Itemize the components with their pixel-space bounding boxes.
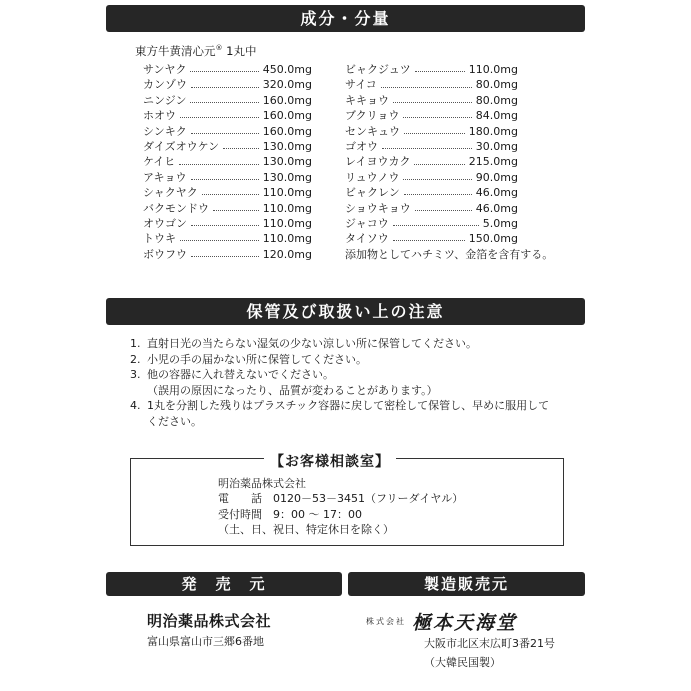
ingredients-subtitle — [135, 43, 256, 59]
ingredient-amount: 80.0mg — [475, 93, 518, 107]
ingredient-name: サイコ — [345, 78, 377, 92]
dot-leader — [179, 164, 259, 165]
storage-note — [130, 398, 600, 414]
storage-notes-list — [130, 336, 600, 430]
consult-holidays: （土、日、祝日、特定休日を除く） — [218, 523, 394, 537]
ingredient-row — [345, 139, 518, 154]
storage-note-text: ください。 — [147, 414, 202, 428]
ingredient-amount: 180.0mg — [468, 124, 518, 138]
ingredient-name: カンゾウ — [143, 78, 187, 92]
ingredient-row — [143, 216, 312, 231]
ingredient-amount: 450.0mg — [262, 63, 312, 76]
ingredient-row — [345, 93, 518, 108]
ingredient-amount: 150.0mg — [468, 232, 518, 246]
ingredient-row — [143, 124, 312, 139]
consult-body — [218, 476, 463, 538]
ingredient-row — [143, 108, 312, 123]
dot-leader — [381, 87, 472, 88]
storage-note — [130, 367, 600, 383]
maker-company-name: 極本天海堂 — [412, 612, 518, 634]
ingredient-amount: 110.0mg — [262, 186, 312, 200]
dot-leader — [213, 210, 259, 211]
ingredient-amount: 110.0mg — [468, 63, 518, 76]
consult-phone: 電 話 0120－53－3451（フリーダイヤル） — [218, 492, 464, 506]
ingredient-amount: 30.0mg — [475, 139, 518, 153]
storage-note-text: （誤用の原因になったり、品質が変わることがあります。） — [147, 383, 438, 397]
ingredients-section-banner: 成分・分量 — [106, 5, 585, 32]
dot-leader — [190, 71, 258, 72]
ingredient-row — [345, 108, 518, 123]
ingredient-row — [143, 201, 312, 216]
dot-leader — [382, 148, 472, 149]
seller-company-name: 明治薬品株式会社 — [147, 612, 272, 630]
ingredient-name: レイヨウカク — [345, 155, 411, 169]
ingredient-row — [143, 62, 312, 77]
ingredient-amount: 320.0mg — [262, 78, 312, 92]
ingredient-row — [345, 185, 518, 200]
maker-banner: 製造販売元 — [348, 572, 585, 596]
consult-title: 【お客様相談室】 — [264, 451, 396, 471]
consult-hours: 受付時間 9：00 ～ 17：00 — [218, 507, 362, 521]
storage-note-number: 3. — [130, 368, 141, 382]
ingredient-name: サンヤク — [143, 63, 187, 76]
ingredients-right-column — [345, 62, 554, 262]
dot-leader — [404, 194, 472, 195]
ingredient-row — [345, 216, 518, 231]
storage-note-number: 2. — [130, 352, 141, 366]
ingredient-name: バクモンドウ — [143, 201, 209, 215]
dot-leader — [191, 225, 259, 226]
dot-leader — [191, 87, 259, 88]
ingredient-row — [143, 77, 312, 92]
ingredient-amount: 130.0mg — [262, 155, 312, 169]
storage-note-text: 直射日光の当たらない湿気の少ない涼しい所に保管してください。 — [147, 337, 477, 350]
ingredient-amount: 46.0mg — [475, 201, 518, 215]
storage-note-text: 他の容器に入れ替えないでください。 — [147, 368, 334, 382]
dot-leader — [190, 102, 258, 103]
ingredient-row — [345, 201, 518, 216]
ingredient-amount: 110.0mg — [262, 232, 312, 246]
dot-leader — [191, 133, 259, 134]
ingredient-row — [143, 185, 312, 200]
ingredient-name: ホオウ — [143, 109, 176, 123]
ingredient-name: タイソウ — [345, 232, 389, 246]
ingredient-row — [143, 139, 312, 154]
ingredient-row — [345, 231, 518, 246]
storage-note-number: 1. — [130, 337, 141, 350]
dot-leader — [393, 240, 465, 241]
storage-note — [130, 352, 600, 368]
ingredient-amount: 215.0mg — [468, 155, 518, 169]
dot-leader — [414, 164, 464, 165]
additive-note-row — [345, 247, 554, 262]
ingredient-name: シャクヤク — [143, 186, 198, 200]
dot-leader — [393, 102, 472, 103]
dot-leader — [404, 133, 465, 134]
ingredient-amount: 160.0mg — [262, 109, 312, 123]
dot-leader — [191, 256, 259, 257]
ingredient-amount: 80.0mg — [475, 78, 518, 92]
ingredient-row — [345, 77, 518, 92]
dose-unit: 1丸中 — [222, 44, 257, 58]
dot-leader — [403, 117, 471, 118]
maker-company-logo — [366, 608, 517, 635]
maker-company-type: 株式会社 — [366, 617, 406, 626]
ingredient-name: トウキ — [143, 232, 176, 246]
ingredient-name: キキョウ — [345, 93, 389, 107]
storage-note — [130, 414, 600, 430]
registered-mark: ® — [215, 44, 223, 53]
ingredient-amount: 160.0mg — [262, 124, 312, 138]
ingredient-row — [345, 170, 518, 185]
storage-note-number — [130, 383, 147, 399]
seller-address: 富山県富山市三郷6番地 — [147, 635, 264, 648]
ingredient-amount: 110.0mg — [262, 216, 312, 230]
dot-leader — [180, 240, 259, 241]
dot-leader — [415, 71, 465, 72]
dot-leader — [393, 225, 479, 226]
ingredient-amount: 110.0mg — [262, 201, 312, 215]
product-name: 東方牛黄清心元 — [135, 44, 216, 58]
dot-leader — [191, 179, 259, 180]
ingredient-amount: 130.0mg — [262, 170, 312, 184]
ingredient-name: ブクリョウ — [345, 109, 400, 123]
storage-note-text: 1丸を分割した残りはプラスチック容器に戻して密栓して保管し、早めに服用して — [147, 399, 550, 413]
ingredient-name: ケイヒ — [143, 155, 176, 169]
ingredient-amount: 84.0mg — [475, 109, 518, 123]
ingredient-row — [345, 62, 518, 77]
ingredient-name: ニンジン — [143, 93, 187, 107]
dot-leader — [223, 148, 259, 149]
storage-note-number: 4. — [130, 399, 141, 413]
storage-section-banner: 保管及び取扱い上の注意 — [106, 298, 585, 325]
maker-address: 大阪市北区末広町3番21号 — [424, 637, 555, 650]
ingredient-row — [345, 154, 518, 169]
dot-leader — [180, 117, 259, 118]
dot-leader — [403, 179, 471, 180]
ingredient-row — [143, 154, 312, 169]
ingredient-amount: 130.0mg — [262, 139, 312, 153]
seller-banner: 発 売 元 — [106, 572, 342, 596]
ingredient-row — [143, 231, 312, 246]
ingredient-row — [143, 93, 312, 108]
ingredient-name: ショウキョウ — [345, 201, 411, 215]
storage-note — [130, 383, 600, 399]
dot-leader — [202, 194, 259, 195]
ingredient-name: ボウフウ — [143, 247, 187, 261]
ingredient-name: ゴオウ — [345, 139, 378, 153]
ingredient-amount: 120.0mg — [262, 247, 312, 261]
storage-note-text: 小児の手の届かない所に保管してください。 — [147, 352, 367, 366]
dot-leader — [415, 210, 472, 211]
consult-company: 明治薬品株式会社 — [218, 477, 306, 490]
ingredient-row — [143, 247, 312, 262]
ingredient-name: シンキク — [143, 124, 187, 138]
ingredient-name: ジャコウ — [345, 216, 389, 230]
ingredient-name: ダイズオウケン — [143, 139, 220, 153]
ingredient-amount: 5.0mg — [482, 216, 518, 230]
ingredient-name: センキュウ — [345, 124, 400, 138]
maker-origin: （大韓民国製） — [424, 656, 501, 669]
ingredient-amount: 46.0mg — [475, 186, 518, 200]
ingredient-name: ビャクレン — [345, 186, 400, 200]
ingredient-row — [345, 124, 518, 139]
ingredient-amount: 90.0mg — [475, 170, 518, 184]
ingredient-name: オウゴン — [143, 216, 187, 230]
storage-note — [130, 336, 600, 352]
storage-note-number — [130, 414, 147, 430]
ingredient-row — [143, 170, 312, 185]
additive-note: 添加物としてハチミツ、金箔を含有する。 — [345, 247, 554, 261]
ingredient-name: ビャクジュツ — [345, 63, 411, 76]
ingredients-left-column — [143, 62, 312, 262]
ingredient-amount: 160.0mg — [262, 93, 312, 107]
ingredient-name: リュウノウ — [345, 170, 400, 184]
ingredient-name: アキョウ — [143, 170, 187, 184]
